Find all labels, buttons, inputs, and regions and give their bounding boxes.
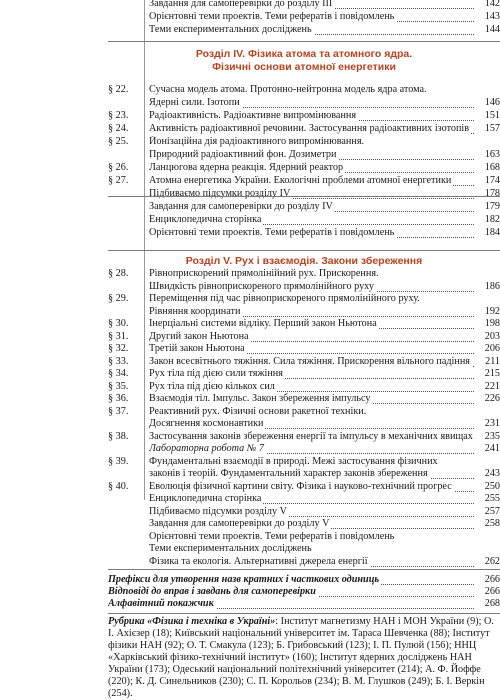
entry-title-text: Ланцюгова ядерна реакція. Ядерний реактор — [149, 162, 344, 173]
toc-entry[interactable] — [108, 201, 500, 213]
entry-page-number: 192 — [475, 306, 500, 318]
entry-title-text: Енциклопедична сторінка — [149, 493, 262, 504]
entry-title-text: Теми експериментальних досліджень — [149, 543, 312, 554]
entry-page-number: 255 — [475, 493, 500, 505]
entry-number: § 37. — [108, 405, 129, 417]
toc-entry[interactable] — [149, 11, 500, 23]
toc-entry[interactable] — [108, 188, 500, 200]
toc-entry[interactable] — [108, 406, 500, 418]
entry-title-text: Закон всесвітнього тяжіння. Сила тяжіння. Прискорення вільного падіння — [149, 355, 470, 367]
separator-line — [108, 196, 500, 197]
entry-page-number: 168 — [475, 162, 500, 174]
entry-title — [149, 293, 500, 305]
entry-page-number: 144 — [475, 24, 500, 36]
entry-title-text: Орієнтовні теми проектів. Теми рефератів і повідомлень — [149, 530, 395, 542]
toc-entry[interactable] — [108, 110, 500, 122]
toc-entry[interactable] — [149, 418, 500, 430]
entry-title-text: Швидкість рівноприскореного прямолінійного руху — [149, 280, 374, 292]
toc-entry[interactable] — [149, 149, 500, 161]
entry-title-text: Фундаментальні взаємодії в природі. Межі застосування фізичних — [149, 455, 438, 467]
entry-title-text: Еволюція фізичної картини світу. Фізика і науково-технічний прогрес — [149, 480, 452, 492]
entry-page-number: 198 — [475, 318, 500, 330]
section-title-line1: Розділ IV. Фізика атома та атомного ядра. — [195, 48, 413, 60]
entry-title-text: Рух тіла під дією сили тяжіння — [149, 368, 283, 379]
entry-page-number: 178 — [475, 188, 500, 200]
entry-title-text: Орієнтовні теми проектів. Теми рефератів і повідомлень — [149, 11, 395, 22]
entry-page-number: 179 — [475, 201, 500, 213]
toc-entry[interactable] — [149, 468, 500, 480]
entry-title — [108, 574, 500, 586]
entry-page-number: 226 — [475, 393, 500, 405]
entry-page-number: 184 — [475, 227, 500, 239]
entry-title — [149, 201, 500, 213]
entry-title — [149, 506, 500, 518]
entry-title-text: Підбиваємо підсумки розділу V — [149, 505, 287, 517]
entry-title — [149, 393, 500, 405]
entry-page-number: 186 — [475, 281, 500, 293]
section-title: Розділ V. Рух і взаємодія. Закони збереження — [185, 255, 423, 267]
entry-title — [149, 136, 500, 148]
entry-title-text: Досягнення космонавтики — [149, 418, 264, 429]
entry-title-text: Взаємодія тіл. Імпульс. Закон збереження імпульсу — [149, 393, 371, 404]
entry-number: § 26. — [108, 162, 129, 173]
entry-title — [149, 123, 500, 135]
entry-page-number: 215 — [475, 368, 500, 380]
toc-entry[interactable] — [108, 393, 500, 405]
entry-title-text: Завдання для самоперевірки до розділу IV — [149, 201, 333, 212]
entry-title — [149, 518, 500, 530]
entry-page-number: 243 — [475, 468, 500, 480]
entry-title — [149, 418, 500, 430]
entry-title-text: Підбиваємо підсумки розділу IV — [149, 188, 291, 199]
toc-entry[interactable] — [108, 162, 500, 174]
entry-title-text: Другий закон Ньютона — [149, 330, 249, 342]
entry-title — [149, 493, 500, 505]
section-iv-heading — [108, 48, 500, 84]
entry-page-number: 262 — [475, 556, 500, 568]
entry-page-number: 174 — [475, 175, 500, 187]
entry-title — [149, 368, 500, 380]
toc-entry[interactable] — [108, 493, 500, 505]
entry-title-text: Природний радіоактивний фон. Дозиметри — [149, 149, 337, 160]
toc-entry[interactable] — [149, 97, 500, 109]
entry-number: § 31. — [108, 330, 129, 342]
entry-title-text: Рух тіла під дією кількох сил — [149, 380, 275, 392]
entry-title-text: Фізика та екологія. Альтернативні джерела енергії — [149, 555, 368, 567]
toc-entry[interactable] — [108, 531, 500, 543]
entry-number: § 23. — [108, 110, 129, 121]
toc-entry[interactable] — [108, 293, 500, 305]
toc-entry[interactable] — [149, 281, 500, 293]
entry-title-text: Йонізаційна дія радіоактивного випромінювання. — [149, 136, 365, 147]
entry-title — [108, 598, 500, 610]
entry-page-number: 258 — [475, 518, 500, 530]
entry-title-text: Рівноприскорений прямолінійний рух. Прискорення. — [149, 268, 379, 279]
entry-number: § 39. — [108, 455, 129, 467]
toc-entry[interactable] — [108, 84, 500, 96]
back-matter-entry[interactable] — [108, 586, 500, 598]
toc-entry[interactable] — [108, 343, 500, 355]
entry-title — [149, 306, 500, 318]
toc-entry[interactable] — [108, 381, 500, 393]
entry-number: § 33. — [108, 355, 129, 367]
entry-title-text: Сучасна модель атома. Протонно-нейтронна модель ядра атома. — [149, 84, 427, 95]
entry-page-number: 266 — [475, 574, 500, 586]
entry-page-number: 241 — [475, 443, 500, 455]
entry-title-text: Переміщення під час рівноприскореного прямолінійного руху. — [149, 293, 420, 304]
entry-title — [149, 556, 500, 568]
toc-entry[interactable] — [108, 123, 500, 135]
entry-title — [149, 456, 500, 468]
entry-title — [149, 0, 500, 10]
entry-title — [149, 110, 500, 122]
entry-number: § 36. — [108, 393, 129, 404]
entry-title — [149, 188, 500, 200]
toc-entry[interactable] — [108, 356, 500, 368]
entry-title-text: Завдання для самоперевірки до розділу V — [149, 518, 330, 529]
entry-title — [149, 162, 500, 174]
toc-entry[interactable] — [149, 443, 500, 455]
entry-title-text: Атомна енергетика України. Екологічні проблеми атомної енергетики — [149, 175, 452, 186]
entry-page-number: 157 — [475, 123, 500, 135]
entry-title — [149, 406, 500, 418]
entry-title — [149, 227, 500, 239]
rubric-lead: Рубрика «Фізика і техніка в Україні» — [108, 616, 276, 627]
toc-entry[interactable] — [108, 518, 500, 530]
entry-title-text: Застосування законів збереження енергії та імпульсу в механічних явищах — [149, 430, 473, 442]
toc-entry[interactable] — [108, 268, 500, 280]
entry-page-number: 142 — [475, 0, 500, 10]
entry-title — [149, 97, 500, 109]
entry-title — [149, 381, 500, 393]
entry-title — [149, 24, 500, 36]
entry-title — [108, 586, 500, 598]
entry-number: § 29. — [108, 293, 129, 304]
entry-title — [149, 149, 500, 161]
separator-line — [108, 250, 500, 251]
entry-title — [149, 443, 500, 455]
entry-title-text: законів і теорій. Фундаментальний характер законів збереження — [149, 468, 428, 479]
entry-title-text: Орієнтовні теми проектів. Теми рефератів і повідомлень — [149, 227, 395, 238]
entry-number: § 35. — [108, 380, 129, 392]
entry-page-number: 211 — [475, 356, 500, 368]
toc-entry[interactable] — [149, 24, 500, 36]
toc-entry[interactable] — [149, 306, 500, 318]
toc-entry[interactable] — [108, 368, 500, 380]
entry-title — [149, 268, 500, 280]
entry-page-number: 268 — [475, 598, 500, 610]
entry-title-text: Енциклопедична сторінка — [149, 214, 262, 225]
entry-title-text: Рівняння координати — [149, 305, 241, 317]
entry-page-number: 221 — [475, 381, 500, 393]
entry-number: § 24. — [108, 123, 129, 134]
entry-title-text: Ядерні сили. Ізотопи — [149, 97, 240, 108]
entry-title-text: Інерціальні системи відліку. Перший закон Ньютона — [149, 318, 377, 329]
entry-title — [149, 343, 500, 355]
toc-entry[interactable] — [108, 543, 500, 555]
rubric-footnote — [108, 616, 500, 700]
entry-title-text: Лабораторна робота № 7 — [149, 443, 265, 454]
toc-entry[interactable] — [108, 431, 500, 443]
entry-number: § 32. — [108, 343, 129, 354]
entry-title-text: Активність радіоактивної речовини. Застосування радіоактивних ізотопів — [149, 123, 470, 134]
entry-number: § 22. — [108, 84, 129, 95]
entry-page-number: 235 — [475, 431, 500, 443]
toc-entry[interactable] — [108, 456, 500, 468]
entry-title — [149, 214, 500, 226]
separator-line — [108, 41, 500, 42]
entry-page-number: 143 — [475, 11, 500, 23]
entry-page-number: 182 — [475, 214, 500, 226]
entry-title — [149, 318, 500, 330]
entry-page-number: 231 — [475, 418, 500, 430]
toc-entry[interactable] — [108, 136, 500, 148]
separator-line — [108, 613, 500, 614]
back-matter-entry[interactable] — [108, 574, 500, 586]
entry-number: § 40. — [108, 480, 129, 492]
entry-number: § 27. — [108, 175, 129, 186]
entry-title — [149, 356, 500, 368]
entry-title-text: Реактивний рух. Фізичні основи ракетної техніки. — [149, 405, 367, 417]
entry-title — [149, 281, 500, 293]
entry-title-text: Завдання для самоперевірки до розділу ІІІ — [149, 0, 333, 9]
back-matter-entry[interactable] — [108, 598, 500, 610]
entry-title-text: Радіоактивність. Радіоактивне випромінювання — [149, 110, 357, 121]
toc-entry[interactable] — [108, 481, 500, 493]
entry-title-text: Третій закон Ньютона — [149, 343, 245, 354]
entry-page-number: 203 — [475, 331, 500, 343]
rubric-text: : Інститут магнетизму НАН і МОН України (9); О. І. Ахієзер (18); Київський національний університет ім. Тараса Шевченка (88); Інститут фізики НАН (92); О. Т. Смакула (123); Б. Грибовський (123); І. П. Пулюй (156); ННЦ «Харківський фізико-технічний інститут» (160); Інститут ядерних досліджень НАН України (173); Одеський національний політехнічний університет (214); А. Ф. Йоффе (220); К. Д. Синельников (230); С. П. Корольов (234); В. М. Глушков (249); Б. І. Веркін (254). — [108, 616, 494, 699]
entry-title — [149, 481, 500, 493]
toc-entry[interactable] — [108, 506, 500, 518]
entry-page-number: 206 — [475, 343, 500, 355]
entry-title — [149, 431, 500, 443]
entry-title — [149, 468, 500, 480]
entry-number: § 34. — [108, 368, 129, 379]
entry-title — [149, 11, 500, 23]
entry-title — [149, 331, 500, 343]
toc-entry[interactable] — [108, 318, 500, 330]
entry-page-number: 151 — [475, 110, 500, 122]
entry-title-text: Алфавітний покажчик — [108, 598, 214, 609]
entry-number: § 28. — [108, 268, 129, 279]
entry-page-number: 163 — [475, 149, 500, 161]
toc-entry[interactable] — [108, 331, 500, 343]
entry-number: § 25. — [108, 136, 129, 147]
toc-entry[interactable] — [108, 175, 500, 187]
entry-title-text: Відповіді до вправ і завдань для самоперевірки — [108, 586, 316, 597]
separator-line — [108, 569, 500, 570]
toc-entry[interactable] — [108, 214, 500, 226]
entry-title — [149, 175, 500, 187]
entry-title — [149, 543, 500, 555]
entry-page-number: 266 — [475, 586, 500, 598]
toc-entry[interactable] — [108, 227, 500, 239]
entry-number: § 38. — [108, 430, 129, 442]
section-title-line2: Фізичні основи атомної енергетики — [212, 61, 396, 73]
entry-number: § 30. — [108, 318, 129, 329]
entry-page-number: 257 — [475, 506, 500, 518]
entry-title-text: Теми експериментальних досліджень — [149, 24, 312, 35]
entry-title — [149, 531, 500, 543]
entry-title-text: Префікси для утворення назв кратних і часткових одиниць — [108, 574, 380, 585]
entry-page-number: 146 — [475, 97, 500, 109]
entry-page-number: 250 — [475, 481, 500, 493]
entry-title — [149, 84, 500, 96]
toc-entry[interactable] — [149, 0, 500, 10]
toc-entry[interactable] — [108, 556, 500, 568]
